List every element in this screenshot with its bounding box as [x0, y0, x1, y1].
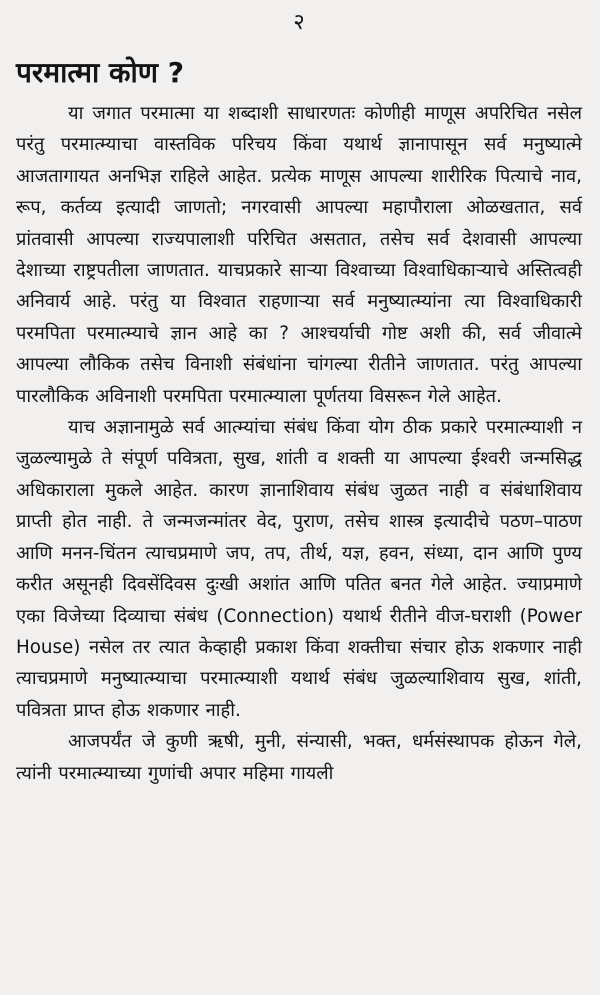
- paragraph-1: या जगात परमात्मा या शब्दाशी साधारणतः कोणीही माणूस अपरिचित नसेल परंतु परमात्म्याचा वास्तविक परिचय किंवा यथार्थ ज्ञानापासून सर्व मनुष्यात्मे आजतागायत अनभिज्ञ राहिले आहेत. प्रत्येक माणूस आपल्या शारीरिक पित्याचे नाव, रूप, कर्तव्य इत्यादी जाणतो; नगरवासी आपल्या महापौराला ओळखतात, सर्व प्रांतवासी आपल्या राज्यपालाशी परिचित असतात, तसेच सर्व देशवासी आपल्या देशाच्या राष्ट्रपतीला जाणतात. याचप्रकारे साऱ्या विश्वाच्या विश्वाधिकाऱ्याचे अस्तित्वही अनिवार्य आहे. परंतु या विश्वात राहणाऱ्या सर्व मनुष्यात्म्यांना त्या विश्वाधिकारी परमपिता परमात्म्याचे ज्ञान आहे का ? आश्चर्याची गोष्ट अशी की, सर्व जीवात्मे आपल्या लौकिक तसेच विनाशी संबंधांना चांगल्या रीतीने जाणतात. परंतु आपल्या पारलौकिक अविनाशी परमपिता परमात्म्याला पूर्णतया विसरून गेले आहेत.: [16, 103, 582, 407]
- paragraph-3: आजपर्यंत जे कुणी ऋषी, मुनी, संन्यासी, भक्त, धर्मसंस्थापक होऊन गेले, त्यांनी परमात्म्याच्या गुणांची अपार महिमा गायली: [16, 731, 582, 784]
- page-number: २: [293, 10, 305, 35]
- chapter-heading: परमात्मा कोण ?: [16, 56, 184, 89]
- paragraph-2: याच अज्ञानामुळे सर्व आत्म्यांचा संबंध किंवा योग ठीक प्रकारे परमात्म्याशी न जुळल्यामुळे ते संपूर्ण पवित्रता, सुख, शांती व शक्ती या आपल्या ईश्वरी जन्मसिद्ध अधिकाराला मुकले आहेत. कारण ज्ञानाशिवाय संबंध जुळत नाही व संबंधाशिवाय प्राप्ती होत नाही. ते जन्मजन्मांतर वेद, पुराण, तसेच शास्त्र इत्यादीचे पठण–पाठण आणि मनन-चिंतन त्याचप्रमाणे जप, तप, तीर्थ, यज्ञ, हवन, संध्या, दान आणि पुण्य करीत असूनही दिवसेंदिवस दुःखी अशांत आणि पतित बनत गेले आहेत. ज्याप्रमाणे एका विजेच्या दिव्याचा संबंध (Connection) यथार्थ रीतीने वीज-घराशी (Power House) नसेल तर त्यात केव्हाही प्रकाश किंवा शक्तीचा संचार होऊ शकणार नाही त्याचप्रमाणे मनुष्यात्म्याचा परमात्म्याशी यथार्थ संबंध जुळल्याशिवाय सुख, शांती, पवित्रता प्राप्त होऊ शकणार नाही.: [16, 417, 582, 721]
